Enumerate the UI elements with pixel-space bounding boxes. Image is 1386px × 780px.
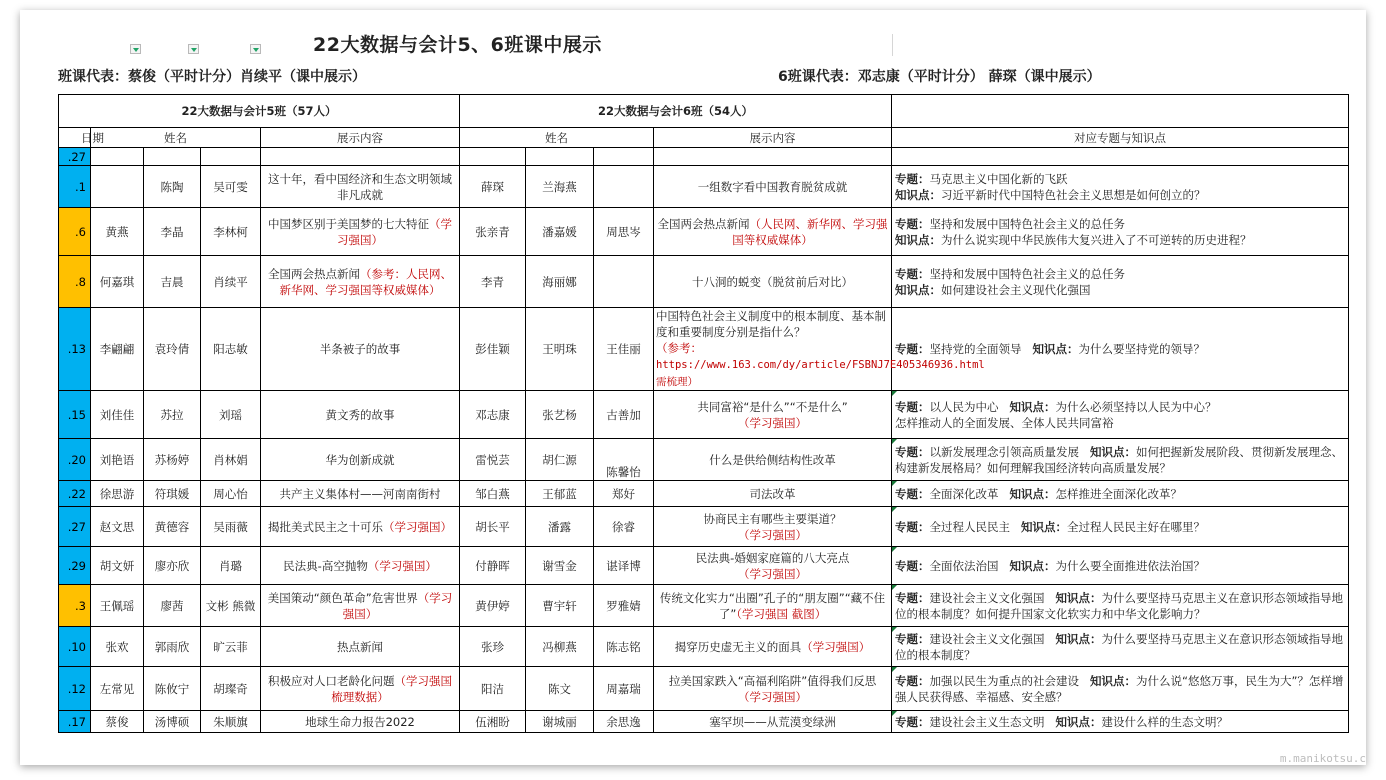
class5-name-cell[interactable]: 黄德容: [144, 507, 201, 547]
topic-cell[interactable]: [892, 391, 1349, 439]
date-cell[interactable]: .3: [59, 585, 91, 627]
class6-name-cell[interactable]: 陈文: [526, 667, 594, 711]
sheet-title: 22大数据与会计5、6班课中展示: [313, 34, 602, 56]
class6-content-cell[interactable]: [654, 711, 892, 733]
class6-content-cell[interactable]: [654, 148, 892, 166]
table-row: [59, 148, 1349, 166]
point-text: 如何把握新发展阶段、贯彻新发展理念、构建新发展格局？如何理解我国经济转向高质量发展？: [895, 444, 1343, 475]
content-text: 积极应对人口老龄化问题: [268, 673, 395, 688]
source-text: （学习强国 截图）: [736, 606, 827, 621]
content-text: 塞罕坝——从荒漠变绿洲: [709, 714, 836, 729]
class6-name-cell[interactable]: 王明珠: [526, 308, 594, 391]
class5-name-cell[interactable]: 周心怡: [201, 481, 261, 507]
class5-name-cell[interactable]: 肖林娟: [201, 439, 261, 481]
date-cell[interactable]: .29: [59, 547, 91, 585]
date-cell[interactable]: .27: [59, 148, 91, 166]
class5-name-cell[interactable]: 赵文思: [91, 507, 144, 547]
topic-label: 专题：: [895, 342, 930, 356]
class5-name-cell[interactable]: 旷云菲: [201, 627, 261, 667]
class6-name-cell[interactable]: 徐睿: [594, 507, 654, 547]
content-text: 十八洞的蜕变（脱贫前后对比）: [692, 274, 854, 289]
class5-content-cell[interactable]: [261, 439, 460, 481]
class5-name-cell[interactable]: 李晶: [144, 208, 201, 256]
topic-label: 专题：: [895, 590, 930, 605]
table-row: [59, 256, 1349, 308]
date-cell[interactable]: .22: [59, 481, 91, 507]
source-text: （学习强国）: [337, 216, 452, 247]
class5-name-cell[interactable]: [91, 148, 144, 166]
content-text: 民法典-高空抛物: [283, 558, 368, 573]
class5-name-cell[interactable]: 阳志敏: [201, 308, 261, 391]
point-label: 知识点：: [1090, 444, 1136, 459]
class6-name-cell[interactable]: 罗雅婧: [594, 585, 654, 627]
table-row: [59, 627, 1349, 667]
topic-label: 专题：: [895, 631, 930, 646]
point-label: 知识点：: [895, 187, 942, 202]
class6-name-cell[interactable]: 潘嘉媛: [526, 208, 594, 256]
class5-name-cell[interactable]: 肖璐: [201, 547, 261, 585]
class5-name-cell[interactable]: 左常见: [91, 667, 144, 711]
content-text: 协商民主有哪些主要渠道？: [703, 511, 842, 526]
header-blank-cell: [892, 95, 1349, 128]
topic-cell[interactable]: [892, 667, 1349, 711]
topic-text: 以新发展理念引领高质量发展: [929, 444, 1080, 459]
point-label: 知识点：: [1021, 519, 1067, 534]
topic-cell[interactable]: [892, 148, 1349, 166]
date-cell[interactable]: .13: [59, 308, 91, 391]
spacer: [1045, 632, 1056, 646]
class5-name-cell[interactable]: 廖茜: [144, 585, 201, 627]
class6-name-cell[interactable]: 谌译博: [594, 547, 654, 585]
class6-name-cell[interactable]: 李青: [460, 256, 526, 308]
table-row: [59, 166, 1349, 208]
class6-content-cell[interactable]: [654, 439, 892, 481]
class5-name-cell[interactable]: 陈攸宁: [144, 667, 201, 711]
class5-name-cell[interactable]: 王佩瑶: [91, 585, 144, 627]
class5-name-cell[interactable]: 李林柯: [201, 208, 261, 256]
table-row: [59, 208, 1349, 256]
topic-cell[interactable]: [892, 481, 1349, 507]
class6-name-cell[interactable]: 兰海燕: [526, 166, 594, 208]
content-text: 什么是供给侧结构性改革: [709, 452, 836, 467]
class5-content-cell[interactable]: [261, 481, 460, 507]
topic-cell[interactable]: [892, 166, 1349, 208]
point-text: 全过程人民民主好在哪里？: [1067, 519, 1205, 534]
class5-name-cell[interactable]: [91, 166, 144, 208]
content-text: 共同富裕“是什么”“不是什么”: [697, 399, 848, 414]
class6-name-cell[interactable]: 谢城丽: [526, 711, 594, 733]
spacer: [1079, 445, 1090, 459]
source-text: （学习强国）: [738, 689, 808, 704]
class5-name-cell[interactable]: [144, 148, 201, 166]
point-text: 为什么要坚持马克思主义在意识形态领域指导地位的根本制度？如何提升国家文化软实力和中华文化影响力？: [895, 590, 1343, 621]
table-row: [59, 391, 1349, 439]
topic-cell[interactable]: [892, 208, 1349, 256]
topic-label: 专题：: [895, 486, 930, 501]
class5-name-cell[interactable]: 袁玲倩: [144, 308, 201, 391]
topic-text: 建设社会主义生态文明: [929, 714, 1045, 729]
class5-content-cell[interactable]: [261, 667, 460, 711]
class5-content-cell[interactable]: [261, 148, 460, 166]
class6-name-cell[interactable]: 邓志康: [460, 391, 526, 439]
point-label: 知识点：: [1032, 342, 1079, 356]
sheet-viewport: [58, 10, 1348, 737]
topic-text: 坚持和发展中国特色社会主义的总任务: [929, 216, 1126, 231]
content-text: 拉美国家跌入“高福利陷阱”值得我们反思: [668, 673, 877, 688]
class5-name-cell[interactable]: 刘艳语: [91, 439, 144, 481]
topic-cell[interactable]: [892, 627, 1349, 667]
class6-name-cell[interactable]: 陈馨怡: [594, 439, 654, 481]
topic-text: 加强以民生为重点的社会建设: [929, 673, 1080, 688]
class6-name-cell[interactable]: 黄伊婷: [460, 585, 526, 627]
spreadsheet-sheet: [20, 10, 1366, 765]
point-label: 知识点：: [1009, 558, 1056, 573]
source-text: （人民网、新华网、学习强国等权威媒体）: [732, 216, 888, 247]
content-text: 地球生命力报告2022: [305, 714, 415, 729]
topic-text: 建设社会主义文化强国: [929, 590, 1045, 605]
class5-name-cell[interactable]: 吴可雯: [201, 166, 261, 208]
class6-name-cell[interactable]: 彭佳颖: [460, 308, 526, 391]
class5-content-cell[interactable]: [261, 391, 460, 439]
class5-content-cell[interactable]: [261, 711, 460, 733]
schedule-table: [58, 94, 1349, 733]
source-text: （学习强国 梳理数据）: [331, 673, 452, 704]
class6-name-cell[interactable]: 张珍: [460, 627, 526, 667]
date-cell[interactable]: .8: [59, 256, 91, 308]
topic-label: 专题：: [895, 171, 930, 186]
cell-divider: [892, 34, 893, 56]
source-text: （学习强国）: [367, 558, 437, 573]
class6-name-cell[interactable]: 郑好: [594, 481, 654, 507]
topic-label: 专题：: [895, 216, 930, 231]
class5-name-cell[interactable]: 张欢: [91, 627, 144, 667]
class5-name-cell[interactable]: 黄燕: [91, 208, 144, 256]
topic-cell[interactable]: [892, 711, 1349, 733]
table-row: [59, 547, 1349, 585]
spacer: [1045, 591, 1056, 605]
content-text: 共产主义集体村——河南南街村: [279, 486, 441, 501]
table-row: [59, 439, 1349, 481]
date-cell[interactable]: .15: [59, 391, 91, 439]
topic-text: 全面深化改革: [929, 486, 999, 501]
class6-content-cell[interactable]: [654, 481, 892, 507]
table-row: [59, 308, 1349, 391]
class6-name-cell[interactable]: [460, 148, 526, 166]
topic-text: 马克思主义中国化新的飞跃: [929, 171, 1068, 186]
watermark: m.manikotsu.c: [1279, 752, 1366, 765]
class6-content-cell[interactable]: [654, 208, 892, 256]
class5-name-cell[interactable]: 文彬 熊微: [201, 585, 261, 627]
date-cell[interactable]: .1: [59, 166, 91, 208]
content-text: 中国特色社会主义制度中的根本制度、基本制度和重要制度分别是指什么？: [656, 309, 887, 339]
class5-name-cell[interactable]: 胡璨奇: [201, 667, 261, 711]
class6-content-cell[interactable]: [654, 391, 892, 439]
point-label: 知识点：: [1009, 486, 1056, 501]
filter-dropdown-icon[interactable]: [250, 44, 261, 54]
class6-header: 22大数据与会计6班（54人）: [460, 95, 892, 128]
topic-cell[interactable]: [892, 439, 1349, 481]
topic-header: 对应专题与知识点: [892, 128, 1349, 148]
filter-dropdown-icon[interactable]: [188, 44, 199, 54]
class6-name-cell[interactable]: 张艺杨: [526, 391, 594, 439]
spacer: [999, 487, 1010, 501]
table-row: [59, 507, 1349, 547]
class5-name-cell[interactable]: 郭雨欣: [144, 627, 201, 667]
class6-name-cell[interactable]: 曹宇轩: [526, 585, 594, 627]
date-cell[interactable]: .6: [59, 208, 91, 256]
class5-name-cell[interactable]: 何嘉琪: [91, 256, 144, 308]
class6-content-cell[interactable]: [654, 166, 892, 208]
point-text: 如何建设社会主义现代化强国: [941, 282, 1091, 297]
source-text: （参考：: [656, 341, 703, 355]
class5-content-cell[interactable]: [261, 208, 460, 256]
point-label: 知识点：: [895, 282, 942, 297]
point-extra-text: 怎样推动人的全面发展、全体人民共同富裕: [895, 415, 1114, 430]
point-label: 知识点：: [1055, 714, 1102, 729]
class6-name-cell[interactable]: 陈志铭: [594, 627, 654, 667]
class6-name-cell[interactable]: 余思逸: [594, 711, 654, 733]
filter-dropdown-icon[interactable]: [130, 44, 141, 54]
content-text: 热点新闻: [337, 639, 383, 654]
class6-name-cell[interactable]: 周嘉瑞: [594, 667, 654, 711]
point-label: 知识点：: [1009, 399, 1056, 414]
topic-cell[interactable]: [892, 585, 1349, 627]
class6-content-cell[interactable]: [654, 547, 892, 585]
point-text: 为什么说“悠悠万事，民生为大”？怎样增强人民获得感、幸福感、安全感？: [895, 673, 1344, 704]
class5-content-cell[interactable]: [261, 627, 460, 667]
schedule-rows: [59, 148, 1349, 733]
content-text: 全国两会热点新闻: [657, 216, 750, 231]
content-text: 这十年，看中国经济和生态文明领域非凡成就: [268, 171, 452, 202]
content-text: 美国策动“颜色革命”危害世界: [267, 590, 418, 605]
class6-name-cell[interactable]: 阳洁: [460, 667, 526, 711]
point-text: 为什么要坚持马克思主义在意识形态领域指导地位的根本制度？: [895, 631, 1343, 662]
point-label: 知识点：: [895, 232, 942, 247]
content-text: 司法改革: [749, 486, 796, 501]
class5-name-cell[interactable]: 胡文妍: [91, 547, 144, 585]
class5-name-cell[interactable]: 朱顺旗: [201, 711, 261, 733]
source-text: （学习强国）: [738, 415, 808, 430]
content-text: 华为创新成就: [325, 452, 395, 467]
class5-name-cell[interactable]: 廖亦欣: [144, 547, 201, 585]
class5-content-cell[interactable]: [261, 507, 460, 547]
class5-name-cell[interactable]: 徐思游: [91, 481, 144, 507]
point-text: 习近平新时代中国特色社会主义思想是如何创立的？: [941, 187, 1206, 202]
class6-name-header: 姓名: [460, 128, 654, 148]
class5-name-cell[interactable]: 刘佳佳: [91, 391, 144, 439]
table-row: [59, 481, 1349, 507]
class5-name-cell[interactable]: 刘瑶: [201, 391, 261, 439]
point-text: 为什么说实现中华民族伟大复兴进入了不可逆转的历史进程？: [941, 232, 1252, 247]
source-text: （参考：人民网、新华网、学习强国等权威媒体）: [279, 266, 452, 297]
content-text: 民法典-婚姻家庭篇的八大亮点: [695, 550, 850, 565]
class5-name-cell[interactable]: 苏杨婷: [144, 439, 201, 481]
point-text: 为什么要全面推进依法治国？: [1055, 558, 1205, 573]
class6-representatives: 6班课代表：邓志康（平时计分） 薛琛（课中展示）: [778, 69, 1101, 85]
content-text: 传统文化实力“出圈”孔子的“朋友圈”“藏不住了”: [659, 590, 886, 621]
date-header: 日期: [59, 128, 91, 148]
content-text: 全国两会热点新闻: [268, 266, 360, 281]
class5-name-cell[interactable]: 陈陶: [144, 166, 201, 208]
topic-label: 专题：: [895, 266, 930, 281]
topic-text: 全过程人民民主: [929, 519, 1011, 534]
point-label: 知识点：: [1090, 673, 1136, 688]
source-text: （学习强国）: [738, 527, 808, 542]
source-text: （学习强国）: [383, 519, 452, 534]
topic-label: 专题：: [895, 399, 930, 414]
point-text: 建设什么样的生态文明？: [1101, 714, 1228, 729]
class6-name-cell[interactable]: 古善加: [594, 391, 654, 439]
topic-text: 坚持和发展中国特色社会主义的总任务: [929, 266, 1126, 281]
class5-name-header: 姓名: [91, 128, 261, 148]
class5-name-cell[interactable]: [201, 148, 261, 166]
topic-text: 建设社会主义文化强国: [929, 631, 1045, 646]
topic-text: 全面依法治国: [929, 558, 999, 573]
source-url: https://www.163.com/dy/article/FSBNJ7E405346936.html需梳理）: [656, 359, 985, 388]
class5-name-cell[interactable]: 苏拉: [144, 391, 201, 439]
point-text: 怎样推进全面深化改革？: [1055, 486, 1182, 501]
class5-content-header: 展示内容: [261, 128, 460, 148]
class5-content-cell[interactable]: [261, 547, 460, 585]
class6-name-cell[interactable]: 潘露: [526, 507, 594, 547]
topic-text: 坚持党的全面领导: [929, 342, 1022, 356]
topic-label: 专题：: [895, 714, 930, 729]
class5-name-cell[interactable]: 吴雨薇: [201, 507, 261, 547]
point-label: 知识点：: [1055, 631, 1102, 646]
topic-text: 以人民为中心: [929, 399, 999, 414]
class5-content-cell[interactable]: [261, 308, 460, 391]
class5-name-cell[interactable]: 汤博硕: [144, 711, 201, 733]
date-cell[interactable]: .17: [59, 711, 91, 733]
class6-name-cell[interactable]: 冯柳燕: [526, 627, 594, 667]
content-text: 中国梦区别于美国梦的七大特征: [268, 216, 429, 231]
class5-name-cell[interactable]: 蔡俊: [91, 711, 144, 733]
class6-content-cell[interactable]: [654, 507, 892, 547]
spacer: [999, 400, 1010, 414]
spacer: [1022, 342, 1033, 356]
class6-name-cell[interactable]: 张亲青: [460, 208, 526, 256]
class6-name-cell[interactable]: 王郁蓝: [526, 481, 594, 507]
class6-name-cell[interactable]: 胡仁源: [526, 439, 594, 481]
class5-content-cell[interactable]: [261, 256, 460, 308]
content-text: 揭穿历史虚无主义的面具: [674, 639, 802, 654]
spacer: [1010, 520, 1021, 534]
class6-content-cell[interactable]: [654, 627, 892, 667]
class6-name-cell[interactable]: [594, 256, 654, 308]
content-text: 一组数字看中国教育脱贫成就: [697, 179, 848, 194]
class5-name-cell[interactable]: 吉晨: [144, 256, 201, 308]
class6-name-cell[interactable]: 王佳丽: [594, 308, 654, 391]
point-text: 为什么必须坚持以人民为中心？: [1055, 399, 1217, 414]
class5-representatives: 班课代表：蔡俊（平时计分）肖续平（课中展示）: [58, 69, 366, 85]
spacer: [1079, 674, 1090, 688]
class6-name-cell[interactable]: [594, 148, 654, 166]
class5-content-cell[interactable]: [261, 166, 460, 208]
content-text: 半条被子的故事: [319, 342, 401, 356]
class6-name-cell[interactable]: 邹白燕: [460, 481, 526, 507]
table-row: [59, 667, 1349, 711]
class6-name-cell[interactable]: 海丽娜: [526, 256, 594, 308]
topic-cell[interactable]: [892, 308, 1349, 391]
class6-content-cell[interactable]: [654, 256, 892, 308]
table-row: [59, 585, 1349, 627]
topic-cell[interactable]: [892, 256, 1349, 308]
table-row: [59, 711, 1349, 733]
class6-content-cell[interactable]: [654, 667, 892, 711]
topic-label: 专题：: [895, 673, 930, 688]
topic-label: 专题：: [895, 444, 930, 459]
spacer: [1045, 715, 1056, 729]
class5-header: 22大数据与会计5班（57人）: [59, 95, 460, 128]
point-text: 为什么要坚持党的领导？: [1078, 342, 1205, 356]
class6-name-cell[interactable]: 谢雪金: [526, 547, 594, 585]
class6-name-cell[interactable]: 薛琛: [460, 166, 526, 208]
topic-cell[interactable]: [892, 547, 1349, 585]
spacer: [999, 559, 1010, 573]
point-label: 知识点：: [1055, 590, 1102, 605]
class6-content-cell[interactable]: [654, 585, 892, 627]
source-text: （学习强国）: [801, 639, 871, 654]
class6-name-cell[interactable]: 周思岑: [594, 208, 654, 256]
content-text: 黄文秀的故事: [325, 407, 395, 422]
class6-content-header: 展示内容: [654, 128, 892, 148]
date-cell[interactable]: .12: [59, 667, 91, 711]
class5-name-cell[interactable]: 肖续平: [201, 256, 261, 308]
content-text: 揭批美式民主之十可乐: [268, 519, 383, 534]
class6-name-cell[interactable]: [526, 148, 594, 166]
topic-label: 专题：: [895, 558, 930, 573]
source-text: （学习强国）: [738, 566, 808, 581]
class6-name-cell[interactable]: [594, 166, 654, 208]
class6-name-cell[interactable]: 雷悦芸: [460, 439, 526, 481]
date-cell[interactable]: .10: [59, 627, 91, 667]
topic-label: 专题：: [895, 519, 930, 534]
class5-content-cell[interactable]: [261, 585, 460, 627]
class5-name-cell[interactable]: 符琪媛: [144, 481, 201, 507]
class6-name-cell[interactable]: 伍湘盼: [460, 711, 526, 733]
class6-name-cell[interactable]: 付静晖: [460, 547, 526, 585]
class6-name-cell[interactable]: 胡长平: [460, 507, 526, 547]
class5-name-cell[interactable]: 李翩翩: [91, 308, 144, 391]
date-cell[interactable]: .27: [59, 507, 91, 547]
date-cell[interactable]: .20: [59, 439, 91, 481]
source-text: （学习强国）: [342, 590, 453, 621]
topic-cell[interactable]: [892, 507, 1349, 547]
